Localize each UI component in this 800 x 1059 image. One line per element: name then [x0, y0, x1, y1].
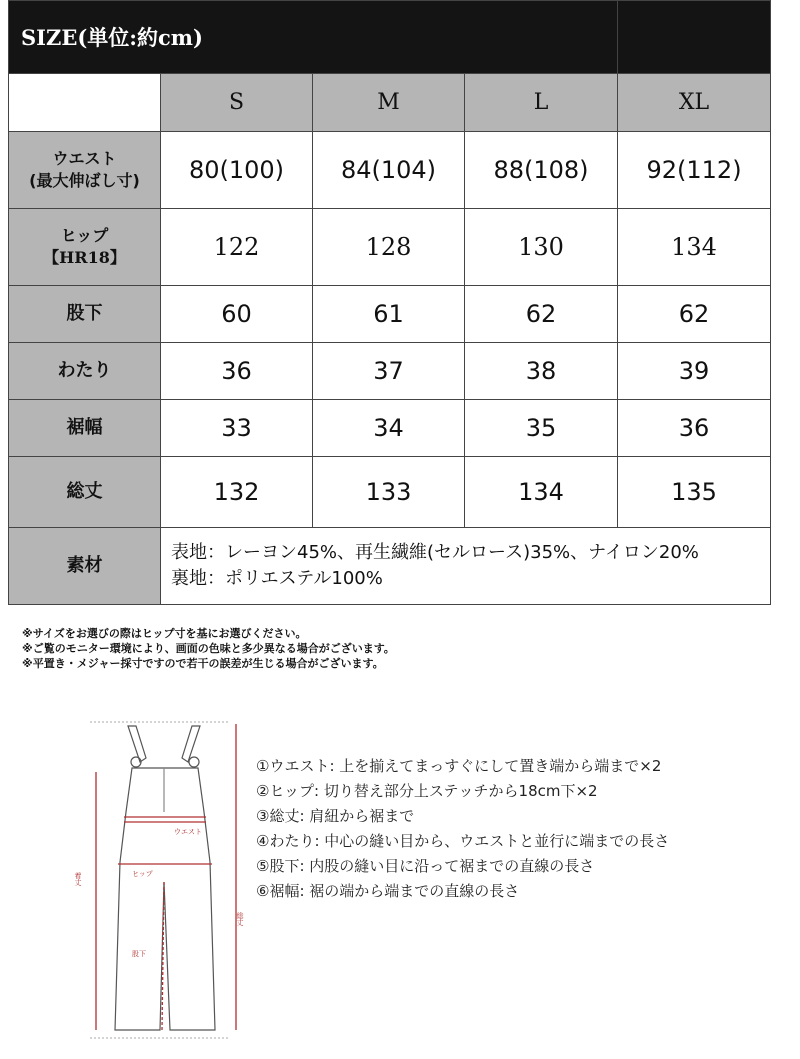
row-label-thigh: わたり	[9, 343, 161, 400]
table-row	[9, 132, 771, 209]
row-label-subline: 【HR18】	[43, 248, 126, 267]
cell-value: 128	[313, 209, 465, 286]
cell-value: 62	[618, 286, 771, 343]
material-lining: 裏地：ポリエステル100%	[171, 568, 383, 589]
row-label-line: ウエスト	[52, 149, 117, 169]
legend-item: ④わたり: 中心の縫い目から、ウエストと並行に端までの長さ	[256, 832, 670, 850]
legend-item: ②ヒップ: 切り替え部分上ステッチから18cm下×2	[256, 782, 598, 800]
table-row	[9, 400, 771, 457]
cell-value: 61	[313, 286, 465, 343]
row-label-material: 素材	[9, 528, 161, 605]
left-length-label: 着丈	[74, 872, 82, 886]
material-outer: 表地：レーヨン45%、再生繊維(セルロース)35%、ナイロン20%	[171, 541, 699, 563]
cell-value: 130	[465, 209, 618, 286]
legend-item: ⑤股下: 内股の縫い目に沿って裾までの直線の長さ	[256, 857, 595, 875]
hip-label: ヒップ	[132, 870, 153, 878]
cell-value: 135	[618, 457, 771, 528]
table-row	[9, 343, 771, 400]
size-header-m: M	[313, 74, 465, 132]
cell-value: 39	[618, 343, 771, 400]
size-table	[8, 0, 771, 605]
cell-value: 60	[161, 286, 313, 343]
note-line: ※ご覧のモニター環境により、画面の色味と多少異なる場合がございます。	[22, 642, 395, 655]
cell-value: 37	[313, 343, 465, 400]
cell-value: 80(100)	[161, 132, 313, 209]
note-line: ※平置き・メジャー採寸ですので若干の誤差が生じる場合がございます。	[22, 657, 384, 670]
cell-value: 134	[618, 209, 771, 286]
legend-item: ⑥裾幅: 裾の端から端までの直線の長さ	[256, 882, 520, 900]
row-label-line: ヒップ	[60, 226, 109, 246]
header-corner	[9, 74, 161, 132]
cell-value: 88(108)	[465, 132, 618, 209]
table-title: SIZE(単位:約cm)	[9, 1, 618, 74]
cell-value: 84(104)	[313, 132, 465, 209]
row-label-waist	[9, 132, 161, 209]
inseam-label: 股下	[132, 950, 146, 958]
cell-value: 35	[465, 400, 618, 457]
cell-value: 62	[465, 286, 618, 343]
overall-diagram	[70, 712, 250, 1052]
cell-value: 36	[161, 343, 313, 400]
row-label-total-length: 総丈	[9, 457, 161, 528]
cell-value: 38	[465, 343, 618, 400]
right-length-label: 総丈	[236, 912, 244, 926]
legend-item: ①ウエスト: 上を揃えてまっすぐにして置き端から端まで×2	[256, 757, 662, 775]
title-bar-end	[618, 1, 771, 74]
size-header-l: L	[465, 74, 618, 132]
cell-value: 36	[618, 400, 771, 457]
size-header-s: S	[161, 74, 313, 132]
cell-value: 122	[161, 209, 313, 286]
right-strap	[182, 726, 200, 762]
measurement-legend	[256, 754, 669, 904]
material-cell	[161, 528, 771, 605]
size-header-xl: XL	[618, 74, 771, 132]
cell-value: 133	[313, 457, 465, 528]
legend-item: ③総丈: 肩紐から裾まで	[256, 807, 415, 825]
row-label-hem: 裾幅	[9, 400, 161, 457]
notes	[22, 626, 395, 671]
cell-value: 134	[465, 457, 618, 528]
cell-value: 34	[313, 400, 465, 457]
table-row	[9, 209, 771, 286]
cell-value: 33	[161, 400, 313, 457]
table-row	[9, 457, 771, 528]
table-row	[9, 286, 771, 343]
row-label-hip	[9, 209, 161, 286]
right-buckle	[189, 757, 199, 767]
waist-label: ウエスト	[174, 828, 202, 836]
cell-value: 92(112)	[618, 132, 771, 209]
row-label-subline: (最大伸ばし寸)	[29, 171, 140, 190]
table-row	[9, 528, 771, 605]
note-line: ※サイズをお選びの際はヒップ寸を基にお選びください。	[22, 627, 307, 640]
row-label-inseam: 股下	[9, 286, 161, 343]
overall-body-outline	[115, 768, 215, 1030]
cell-value: 132	[161, 457, 313, 528]
